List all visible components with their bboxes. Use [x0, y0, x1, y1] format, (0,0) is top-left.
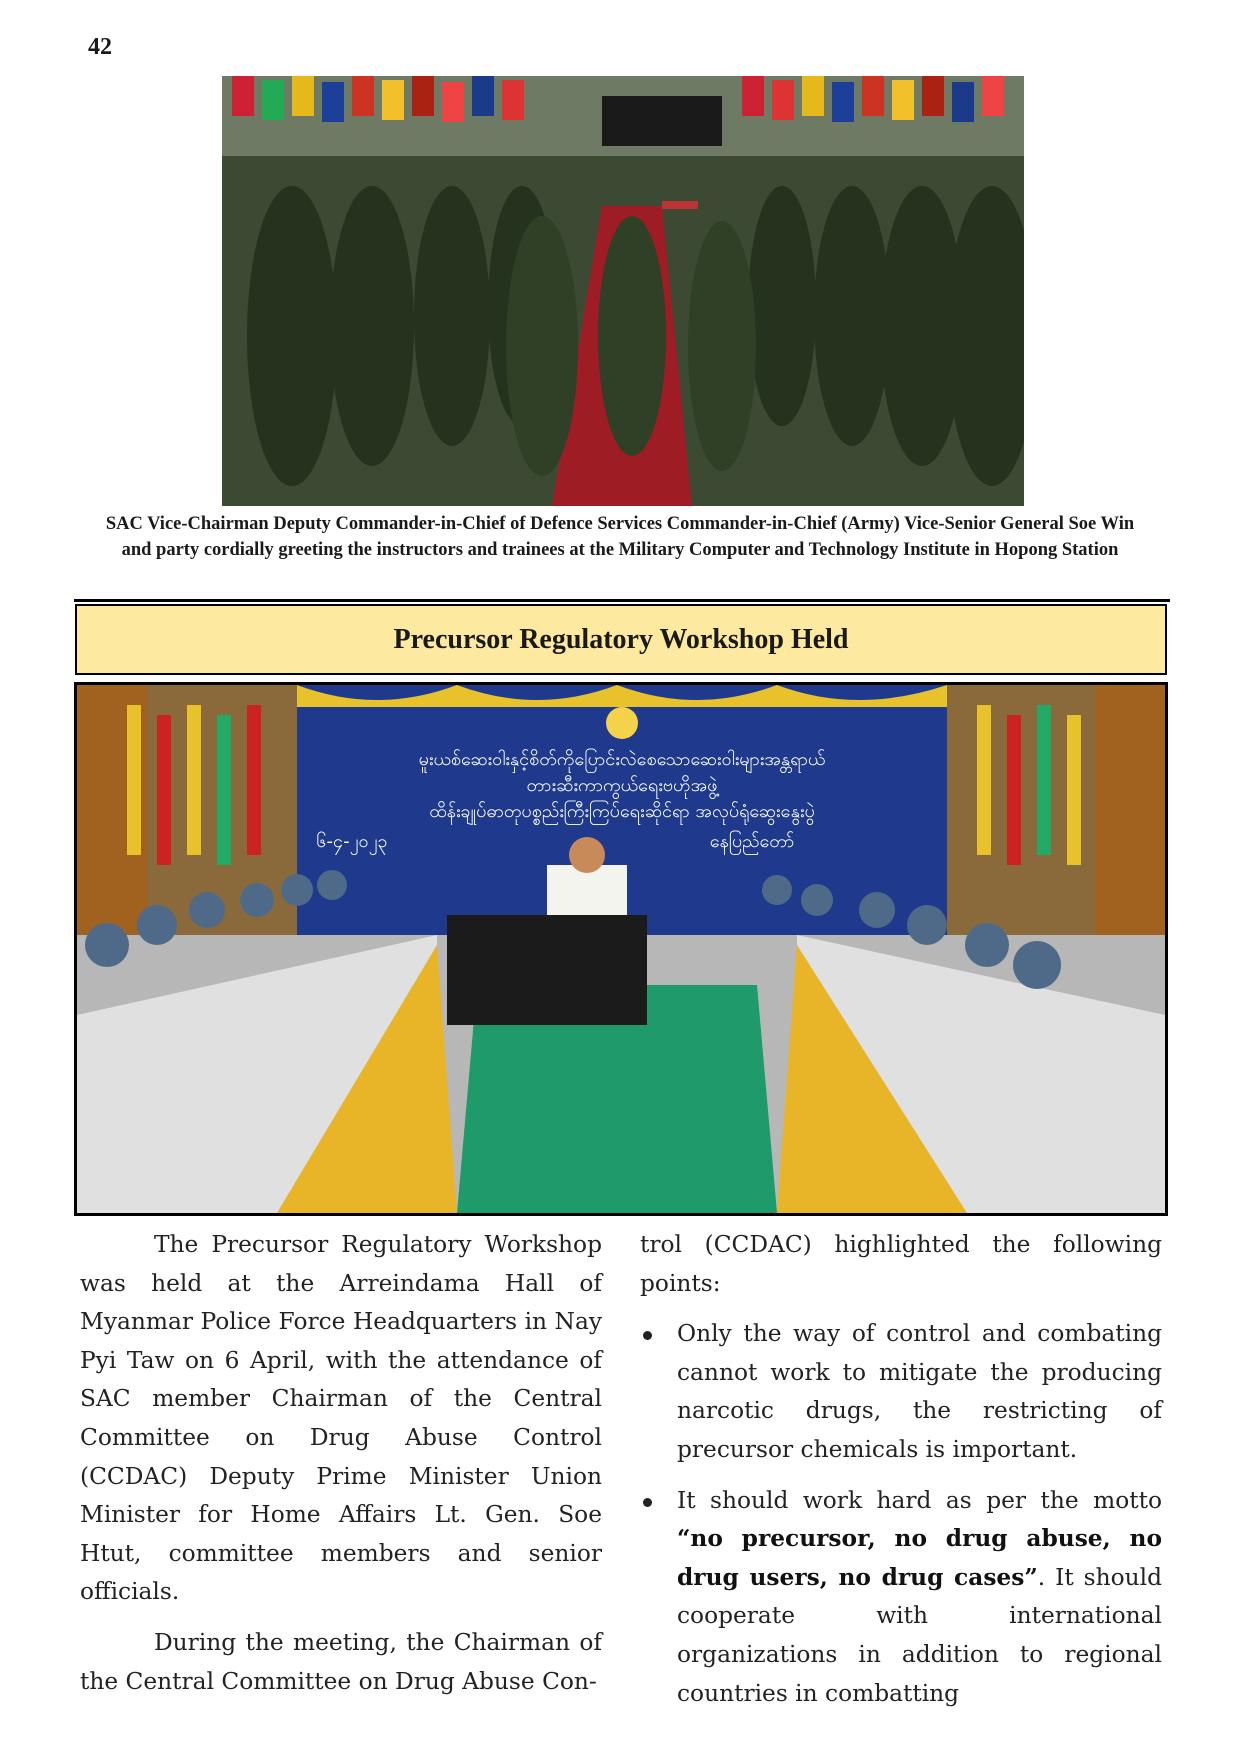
bullet-text: It should work hard as per the motto [677, 1486, 1162, 1514]
bullet-icon [643, 1498, 652, 1507]
banner-line-1: မူးယစ်ဆေးဝါးနှင့်စိတ်ကိုပြောင်းလဲစေသောဆေးဝါးများအန္တရာယ် [418, 749, 826, 770]
banner-date: ၆-၄-၂၀၂၃ [316, 831, 388, 852]
motto-text: “no precursor, no drug abuse, no drug users, no drug cases” [677, 1525, 1162, 1591]
banner-line-2: တားဆီးကာကွယ်ရေးဗဟိုအဖွဲ့ [526, 775, 718, 796]
photo-caption: SAC Vice-Chairman Deputy Commander-in-Chief of Defence Services Commander-in-Chief (Army) Vice-Senior General Soe Win and party cordially greeting the instructors and trainees at the Military Computer and Technology Institute in Hopong Station [105, 514, 1135, 560]
list-item [640, 1482, 1162, 1714]
bullet-icon [643, 1331, 652, 1340]
banner-place: နေပြည်တော် [709, 831, 795, 852]
section-divider [74, 599, 1170, 602]
list-item [640, 1315, 1162, 1469]
bullet-text: Only the way of control and combating cannot work to mitigate the producing narcotic drugs, the restricting of precursor chemicals is important. [677, 1320, 1162, 1463]
article-paragraph: trol (CCDAC) highlighted the following points: [640, 1231, 1162, 1297]
article-left-column [80, 1226, 602, 1713]
points-list [640, 1315, 1162, 1713]
article-title: Precursor Regulatory Workshop Held [393, 623, 849, 655]
article-paragraph: During the meeting, the Chairman of the Central Committee on Drug Abuse Con- [80, 1628, 602, 1695]
bullet-text-continued: . It should cooperate with international organizations in addition to regional countries in combatting [677, 1563, 1162, 1707]
article-paragraph: The Precursor Regulatory Workshop was held at the Arreindama Hall of Myanmar Police Force Headquarters in Nay Pyi Taw on 6 April, with the attendance of SAC member Chairman of the Central Committee on Drug Abuse Control (CCDAC) Deputy Prime Minister Union Minister for Home Affairs Lt. Gen. Soe Htut, committee members and senior officials. [80, 1231, 602, 1606]
article-title-box [75, 604, 1167, 675]
page-number: 42 [88, 34, 112, 60]
article-right-column [640, 1226, 1162, 1725]
military-institute-photo [222, 76, 1024, 506]
banner-line-3: ထိန်းချုပ်ဓာတုပစ္စည်းကြီးကြပ်ရေးဆိုင်ရာ အလုပ်ရုံဆွေးနွေးပွဲ [429, 801, 815, 822]
workshop-photo [74, 682, 1168, 1216]
